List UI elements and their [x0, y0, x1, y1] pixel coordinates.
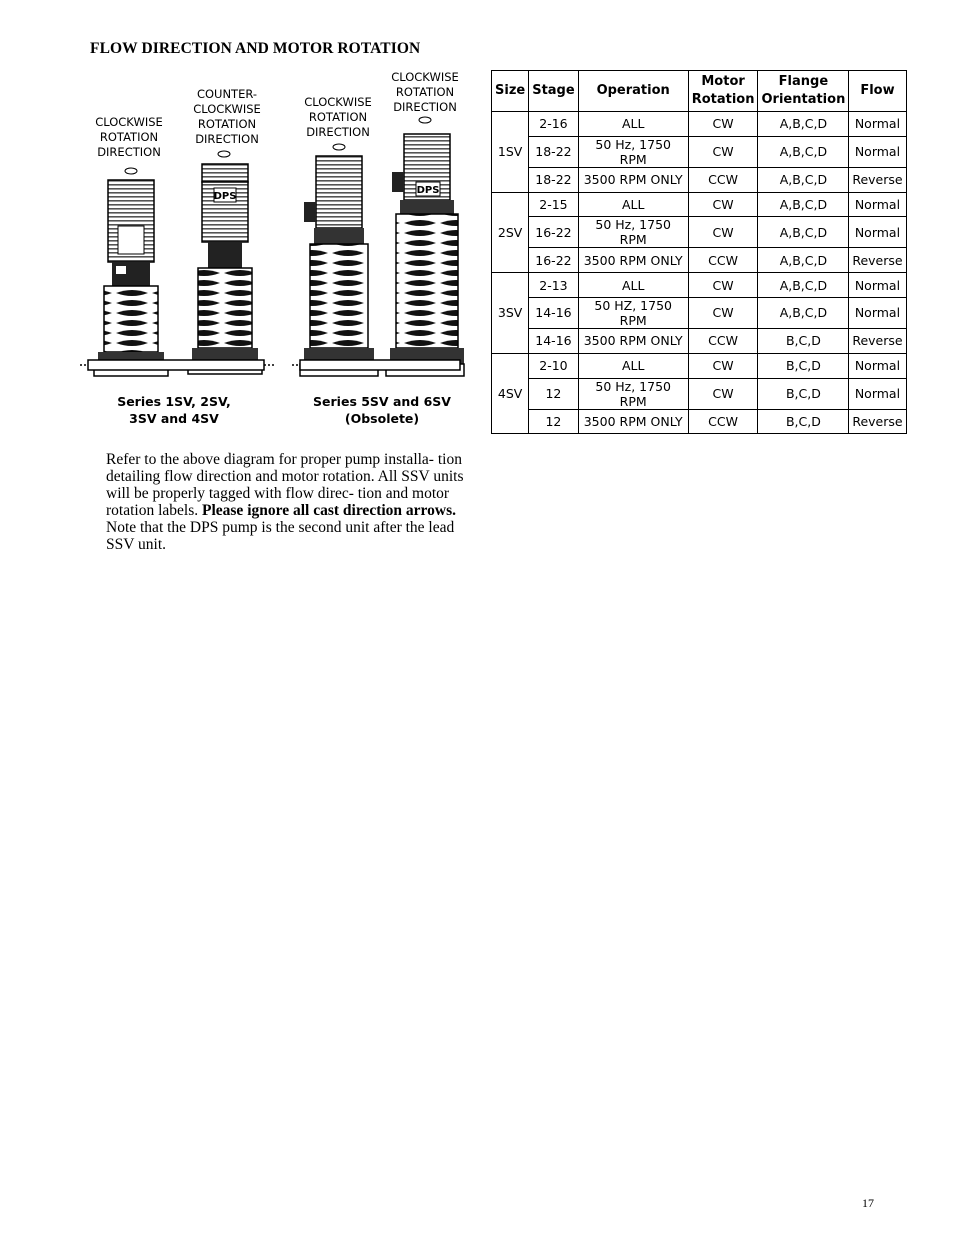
cell-size: 2SV — [492, 192, 529, 273]
cell-flow: Reverse — [849, 167, 906, 192]
series-label-5sv-6sv: Series 5SV and 6SV (Obsolete) — [313, 394, 451, 426]
header-motor-line-2: Rotation — [691, 92, 755, 107]
table-row — [492, 378, 907, 409]
cell-rotation: CCW — [688, 167, 758, 192]
paragraph-bold-note: Please ignore all cast direction arrows. — [202, 502, 456, 519]
rotation-label-pump-3: CLOCKWISE ROTATION DIRECTION — [304, 95, 372, 139]
header-motor-line-1: Motor — [701, 74, 745, 89]
cell-stage: 2-10 — [529, 353, 578, 378]
table-row — [492, 136, 907, 167]
dps-tag: DPS — [213, 191, 237, 202]
cell-operation: ALL — [578, 192, 688, 217]
cell-stage: 16-22 — [529, 217, 578, 248]
pump-illustration-2-dps — [188, 164, 262, 374]
cell-rotation: CCW — [688, 409, 758, 434]
table-row — [492, 248, 907, 273]
cell-rotation: CW — [688, 353, 758, 378]
cell-flange: A,B,C,D — [758, 273, 849, 298]
pipe-manifold-1 — [80, 360, 274, 370]
cell-size: 4SV — [492, 353, 529, 434]
table-row — [492, 167, 907, 192]
cell-flange: B,C,D — [758, 378, 849, 409]
cell-flow: Normal — [849, 378, 906, 409]
cell-operation: 50 Hz, 1750 RPM — [578, 217, 688, 248]
paragraph-text-1: Refer to the above diagram for proper pump installa- tion detailing flow direction and motor rotation. All SSV units will be properly tagged with flow direc- tion and motor rotation labels. — [106, 451, 464, 519]
cell-stage: 18-22 — [529, 167, 578, 192]
header-operation: Operation — [578, 71, 688, 112]
table-row — [492, 112, 907, 137]
cell-rotation: CCW — [688, 248, 758, 273]
cell-flow: Normal — [849, 297, 906, 328]
rotation-label-pump-2: COUNTER- CLOCKWISE ROTATION DIRECTION — [193, 87, 261, 146]
cell-flow: Normal — [849, 353, 906, 378]
cell-operation: 50 Hz, 1750 RPM — [578, 136, 688, 167]
cell-flange: A,B,C,D — [758, 192, 849, 217]
header-flow: Flow — [849, 71, 906, 112]
table-row — [492, 217, 907, 248]
cell-stage: 2-15 — [529, 192, 578, 217]
cell-rotation: CW — [688, 297, 758, 328]
paragraph-text-2: Note that the DPS pump is the second unit after the lead SSV unit. — [106, 519, 455, 553]
pump-illustration-3 — [300, 156, 378, 376]
cell-flow: Normal — [849, 112, 906, 137]
cell-rotation: CW — [688, 192, 758, 217]
header-stage: Stage — [529, 71, 578, 112]
pump-diagram — [78, 108, 468, 390]
cell-stage: 12 — [529, 378, 578, 409]
rotation-label-pump-4: CLOCKWISE ROTATION DIRECTION — [391, 70, 459, 114]
cell-flow: Normal — [849, 273, 906, 298]
cell-operation: ALL — [578, 273, 688, 298]
cell-flange: A,B,C,D — [758, 167, 849, 192]
cell-flange: B,C,D — [758, 353, 849, 378]
cell-flange: A,B,C,D — [758, 297, 849, 328]
cell-rotation: CW — [688, 136, 758, 167]
cell-rotation: CW — [688, 112, 758, 137]
cell-operation: 3500 RPM ONLY — [578, 167, 688, 192]
cell-operation: 50 Hz, 1750 RPM — [578, 378, 688, 409]
table-row — [492, 297, 907, 328]
instruction-paragraph — [106, 451, 464, 553]
cell-stage: 14-16 — [529, 328, 578, 353]
cell-operation: ALL — [578, 353, 688, 378]
cell-flow: Normal — [849, 217, 906, 248]
cell-operation: 3500 RPM ONLY — [578, 409, 688, 434]
cell-rotation: CW — [688, 378, 758, 409]
cell-stage: 16-22 — [529, 248, 578, 273]
table-row — [492, 273, 907, 298]
rotation-label-pump-1: CLOCKWISE ROTATION DIRECTION — [95, 115, 163, 159]
flow-rotation-table — [491, 70, 907, 434]
pump-illustration-1 — [94, 180, 168, 376]
cell-flange: A,B,C,D — [758, 136, 849, 167]
series-label-1sv-4sv: Series 1SV, 2SV, 3SV and 4SV — [117, 394, 231, 426]
cell-stage: 12 — [529, 409, 578, 434]
table-header-row — [492, 71, 907, 112]
table-row — [492, 192, 907, 217]
cell-stage: 2-16 — [529, 112, 578, 137]
cell-flow: Reverse — [849, 409, 906, 434]
cell-flow: Reverse — [849, 328, 906, 353]
table-row — [492, 409, 907, 434]
header-flange-line-1: Flange — [778, 74, 829, 89]
cell-operation: ALL — [578, 112, 688, 137]
cell-rotation: CW — [688, 217, 758, 248]
cell-flow: Normal — [849, 192, 906, 217]
page-number: 17 — [862, 1196, 874, 1210]
cell-flow: Normal — [849, 136, 906, 167]
pump-illustration-4-dps — [386, 134, 464, 376]
cell-flange: B,C,D — [758, 409, 849, 434]
cell-size: 3SV — [492, 273, 529, 354]
header-motor-rotation — [688, 71, 758, 112]
rotation-arrow-icon — [125, 117, 431, 174]
cell-operation: 3500 RPM ONLY — [578, 328, 688, 353]
cell-flange: B,C,D — [758, 328, 849, 353]
header-flange-line-2: Orientation — [761, 92, 846, 107]
table-row — [492, 328, 907, 353]
dps-tag: DPS — [416, 185, 440, 196]
cell-rotation: CCW — [688, 328, 758, 353]
cell-operation: 3500 RPM ONLY — [578, 248, 688, 273]
table-row — [492, 353, 907, 378]
cell-flange: A,B,C,D — [758, 217, 849, 248]
cell-size: 1SV — [492, 112, 529, 193]
header-flange-orientation — [758, 71, 849, 112]
cell-flange: A,B,C,D — [758, 112, 849, 137]
cell-stage: 18-22 — [529, 136, 578, 167]
header-size: Size — [492, 71, 529, 112]
cell-operation: 50 HZ, 1750 RPM — [578, 297, 688, 328]
cell-rotation: CW — [688, 273, 758, 298]
cell-stage: 14-16 — [529, 297, 578, 328]
section-heading: FLOW DIRECTION AND MOTOR ROTATION — [90, 40, 421, 57]
cell-flow: Reverse — [849, 248, 906, 273]
cell-stage: 2-13 — [529, 273, 578, 298]
pipe-manifold-2 — [292, 360, 460, 370]
cell-flange: A,B,C,D — [758, 248, 849, 273]
